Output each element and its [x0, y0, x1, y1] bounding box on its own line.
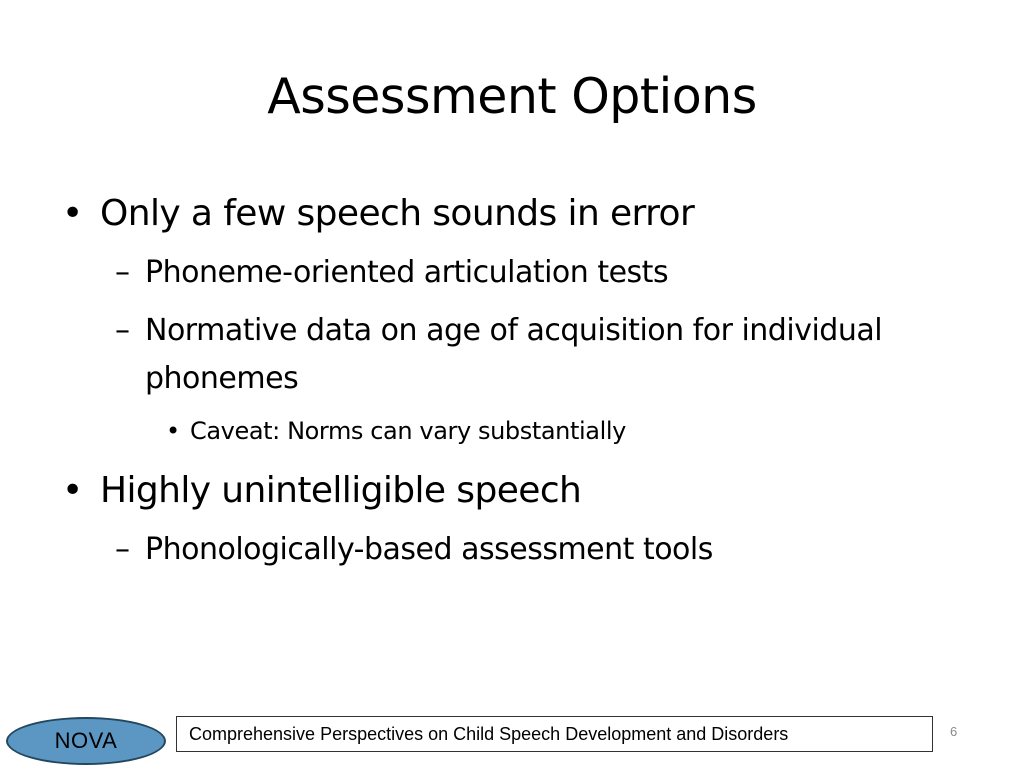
- bullet-text: Phonologically-based assessment tools: [145, 532, 713, 567]
- nova-logo-text: NOVA: [54, 728, 118, 753]
- nova-logo-oval: [6, 717, 166, 765]
- course-title: Comprehensive Perspectives on Child Speech Development and Disorders: [189, 723, 789, 744]
- dash-marker: –: [115, 532, 130, 567]
- bullet-text: Phoneme-oriented articulation tests: [145, 255, 669, 290]
- dash-marker: –: [115, 255, 130, 290]
- bullet-text: Caveat: Norms can vary substantially: [190, 417, 626, 445]
- dash-marker: –: [115, 313, 130, 348]
- bullet-marker: •: [62, 470, 83, 511]
- bullet-marker: •: [166, 417, 180, 445]
- slide-title: Assessment Options: [267, 68, 757, 125]
- page-number: 6: [950, 724, 958, 739]
- bullet-marker: •: [62, 193, 83, 234]
- bullet-text: Only a few speech sounds in error: [100, 193, 695, 234]
- bullet-text: phonemes: [145, 361, 299, 396]
- bullet-text: Normative data on age of acquisition for individual: [145, 313, 883, 348]
- bullet-text: Highly unintelligible speech: [100, 470, 582, 511]
- course-title-box: [176, 716, 933, 752]
